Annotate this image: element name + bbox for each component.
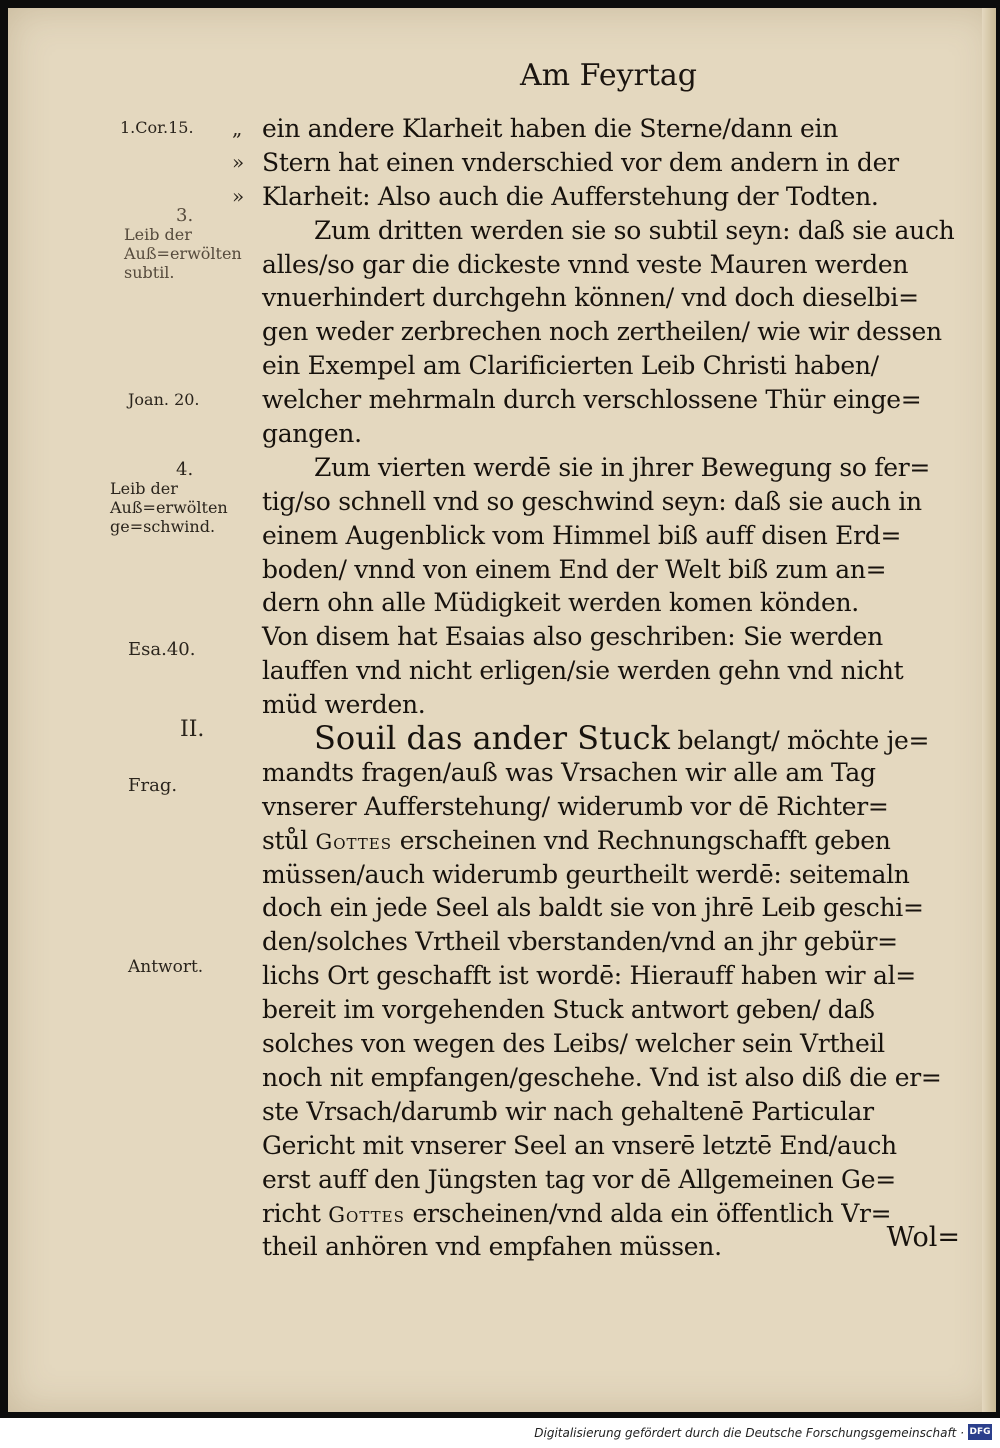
main-text	[262, 112, 972, 1264]
text-line-section-start	[262, 719, 972, 758]
text-line: doch ein jede Seel als baldt sie von jhrē Leib geschi=	[262, 893, 924, 923]
text-line	[262, 824, 972, 858]
text-line: Gericht mit vnserer Seel an vnserē letztē End/auch	[262, 1130, 897, 1160]
text-line: den/solches Vrtheil vberstanden/vnd an jhr gebür=	[262, 927, 898, 957]
text-line-part: richt	[262, 1198, 321, 1228]
text-line: lauffen vnd nicht erligen/sie werden gehn vnd nicht	[262, 656, 904, 686]
text-line: mandts fragen/auß was Vrsachen wir alle am Tag	[262, 757, 876, 787]
text-line: ein andere Klarheit haben die Sterne/dann ein	[262, 114, 839, 143]
text-line: noch nit empfangen/geschehe. Vnd ist also diß die er=	[262, 1062, 942, 1092]
text-line: Klarheit: Also auch die Aufferstehung der Todten.	[262, 181, 879, 211]
text-line: lichs Ort geschafft ist wordē: Hierauff haben wir al=	[262, 961, 916, 991]
text-line: vnserer Aufferstehung/ widerumb vor dē Richter=	[262, 791, 889, 821]
margin-antwort: Antwort.	[128, 957, 204, 977]
margin-note-3	[124, 206, 254, 282]
catchword: Wol=	[886, 1222, 960, 1253]
small-caps-gottes: Gottes	[315, 829, 393, 854]
quote-mark: »	[232, 183, 245, 208]
text-line: müssen/auch widerumb geurtheilt werdē: seitemaln	[262, 859, 910, 889]
quote-mark: „	[232, 116, 243, 140]
footer-credit: Digitalisierung gefördert durch die Deutsche Forschungsgemeinschaft ·	[534, 1426, 964, 1440]
text-line: bereit im vorgehenden Stuck antwort geben/ daß	[262, 995, 875, 1025]
quote-marks	[232, 112, 254, 214]
section-lead-words: Souil das ander Stuck	[314, 719, 670, 758]
text-line: Zum dritten werden sie so subtil seyn: daß sie auch	[314, 215, 955, 245]
text-line: Von disem hat Esaias also geschriben: Sie werden	[262, 622, 883, 652]
text-line	[262, 1197, 972, 1231]
text-line: ste Vrsach/darumb wir nach gehaltenē Particular	[262, 1096, 874, 1126]
margin-ref-1cor15: 1.Cor.15.	[120, 118, 194, 137]
margin-note-3-number: 3.	[176, 205, 194, 226]
text-line: dern ohn alle Müdigkeit werden komen könden.	[262, 588, 859, 618]
text-line: alles/so gar die dickeste vnnd veste Mauren werden	[262, 249, 909, 279]
section-number: II.	[180, 717, 205, 742]
text-line-rest: belangt/ möchte je=	[677, 726, 930, 756]
footer-bar	[0, 1418, 1000, 1448]
margin-ref-esa40: Esa.40.	[128, 639, 196, 660]
text-line-part: erscheinen vnd Rechnungschafft geben	[399, 825, 891, 855]
text-line: Zum vierten werdē sie in jhrer Bewegung so fer=	[314, 452, 931, 482]
margin-note-4	[110, 460, 240, 536]
margin-note-4-number: 4.	[176, 459, 194, 480]
page-spine-shadow	[982, 8, 996, 1412]
text-line: erst auff den Jüngsten tag vor dē Allgemeinen Ge=	[262, 1164, 896, 1194]
text-line: gangen.	[262, 419, 362, 449]
text-line: tig/so schnell vnd so geschwind seyn: daß sie auch in	[262, 486, 922, 516]
margin-frag: Frag.	[128, 775, 178, 796]
text-line: solches von wegen des Leibs/ welcher sein Vrtheil	[262, 1029, 885, 1059]
text-line: ein Exempel am Clarificierten Leib Christi haben/	[262, 351, 879, 381]
text-line: einem Augenblick vom Himmel biß auff disen Erd=	[262, 520, 902, 550]
quote-mark: »	[232, 149, 245, 174]
dfg-logo: DFG	[968, 1424, 992, 1440]
text-line: müd werden.	[262, 690, 426, 720]
text-line: boden/ vnnd von einem End der Welt biß zum an=	[262, 554, 887, 584]
margin-ref-joan20: Joan. 20.	[128, 390, 200, 409]
text-line: gen weder zerbrechen noch zertheilen/ wie wir dessen	[262, 317, 942, 347]
small-caps-gottes: Gottes	[328, 1202, 405, 1227]
text-line-part: erscheinen/vnd alda ein öffentlich Vr=	[412, 1198, 892, 1228]
running-head: Am Feyrtag	[520, 58, 698, 93]
margin-note-3-text: Leib der Auß=erwölten subtil.	[124, 225, 242, 282]
text-line: Stern hat einen vnderschied vor dem andern in der	[262, 147, 899, 177]
text-line: theil anhören vnd empfahen müssen.	[262, 1232, 722, 1262]
text-line: vnuerhindert durchgehn können/ vnd doch dieselbi=	[262, 283, 919, 313]
margin-note-4-text: Leib der Auß=erwölten ge=schwind.	[110, 479, 228, 536]
text-line-part: stůl	[262, 825, 308, 855]
text-line: welcher mehrmaln durch verschlossene Thür einge=	[262, 385, 922, 415]
